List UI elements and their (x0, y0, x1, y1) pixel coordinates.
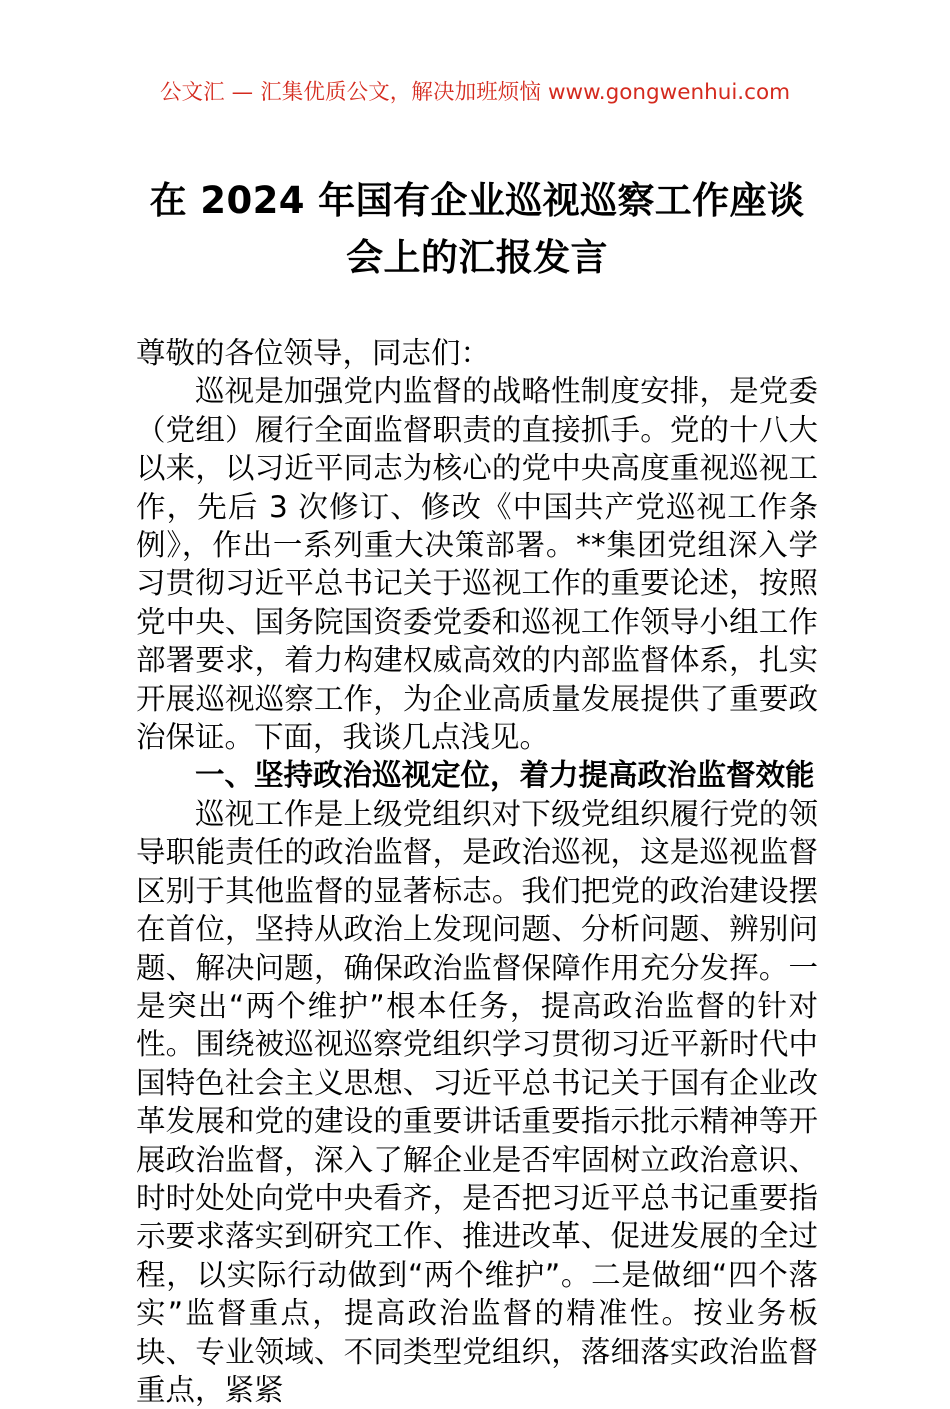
body-paragraph: 巡视是加强党内监督的战略性制度安排，是党委（党组）履行全面监督职责的直接抓手。党的十八大以来，以习近平同志为核心的党中央高度重视巡视工作，先后 3 次修订、修改《中国共产党巡视工作条例》，作出一系列重大决策部署。**集团党组深入学习贯彻习近平总书记关于巡视工作的重要论述，按照党中央、国务院国资委党委和巡视工作领导小组工作部署要求，着力构建权威高效的内部监督体系，扎实开展巡视巡察工作，为企业高质量发展提供了重要政治保证。下面，我谈几点浅见。 (136, 374, 818, 755)
document-content (136, 172, 818, 1409)
watermark-url-text: www.gongwenhui.com (547, 80, 791, 105)
document-body (136, 334, 818, 1409)
watermark-banner (0, 78, 950, 108)
section-heading-1: 一、坚持政治巡视定位，着力提高政治监督效能 (195, 758, 815, 793)
salutation-line: 尊敬的各位领导，同志们： (136, 336, 491, 370)
page-title: 在 2024 年国有企业巡视巡察工作座谈会上的汇报发言 (149, 179, 805, 279)
body-paragraph: 巡视工作是上级党组织对下级党组织履行党的领导职能责任的政治监督，是政治巡视，这是巡视监督区别于其他监督的显著标志。我们把党的政治建设摆在首位，坚持从政治上发现问题、分析问题、辨别问题、解决问题，确保政治监督保障作用充分发挥。一是突出“两个维护”根本任务，提高政治监督的针对性。围绕被巡视巡察党组织学习贯彻习近平新时代中国特色社会主义思想、习近平总书记关于国有企业改革发展和党的建设的重要讲话重要指示批示精神等开展政治监督，深入了解企业是否牢固树立政治意识、时时处处向党中央看齐，是否把习近平总书记重要指示要求落实到研究工作、推进改革、促进发展的全过程，以实际行动做到“两个维护”。二是做细“四个落实”监督重点，提高政治监督的精准性。按业务板块、专业领域、不同类型党组织，落细落实政治监督重点，紧紧 (136, 796, 818, 1407)
watermark-brand-text: 公文汇 — 汇集优质公文，解决加班烦恼 (159, 80, 548, 105)
